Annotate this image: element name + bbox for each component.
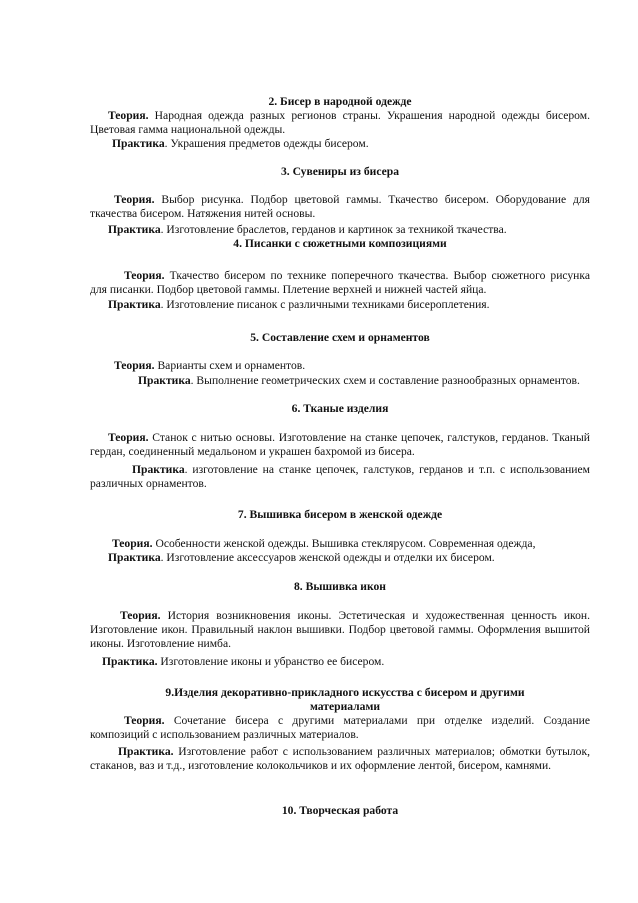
section-heading-5: 5. Составление схем и орнаментов xyxy=(250,331,430,344)
theory-text: Станок с нитью основы. Изготовление на станке цепочек, галстуков, герданов. Тканый гердан, соединенный медальоном и украшен бахромой из бисера. xyxy=(90,431,590,458)
practice-text: . Изготовление писанок с различными техниками бисероплетения. xyxy=(160,298,490,311)
practice-label: Практика xyxy=(108,298,161,311)
theory-text: История возникновения иконы. Эстетическая и художественная ценность икон. Изготовление икон. Правильный наклон вышивки. Подбор цветовой гаммы. Оформления вышитой иконы. Изготовление нимба. xyxy=(90,609,590,650)
practice-label: Практика xyxy=(112,137,165,150)
practice-label: Практика. xyxy=(102,655,158,668)
section-heading-8: 8. Вышивка икон xyxy=(294,580,386,593)
section-6-theory xyxy=(90,431,590,459)
theory-text: Сочетание бисера с другими материалами при отделке изделий. Создание композиций с использованием различных материалов. xyxy=(90,714,590,741)
section-6-practice xyxy=(90,463,590,491)
practice-text: . Изготовление аксессуаров женской одежды и отделки их бисером. xyxy=(160,551,495,564)
theory-label: Теория. xyxy=(124,714,165,727)
section-3-theory xyxy=(90,193,590,221)
practice-text: . Изготовление браслетов, герданов и картинок за техникой ткачества. xyxy=(160,223,507,236)
practice-label: Практика xyxy=(108,223,161,236)
practice-label: Практика xyxy=(108,551,161,564)
section-heading-7: 7. Вышивка бисером в женской одежде xyxy=(237,508,443,521)
section-8-practice xyxy=(90,655,590,669)
theory-label: Теория. xyxy=(112,537,153,550)
section-heading-10: 10. Творческая работа xyxy=(281,804,399,817)
theory-text: Выбор рисунка. Подбор цветовой гаммы. Ткачество бисером. Оборудование для ткачества бисером. Натяжения нитей основы. xyxy=(90,193,590,220)
section-2-practice xyxy=(90,137,590,151)
section-9-theory xyxy=(90,714,590,742)
theory-text: Ткачество бисером по технике поперечного ткачества. Выбор сюжетного рисунка для писанки. Подбор цветовой гаммы. Плетение верхней и нижней частей яйца. xyxy=(90,269,590,296)
practice-label: Практика xyxy=(138,374,191,387)
section-4-practice xyxy=(90,298,590,312)
theory-text: Особенности женской одежды. Вышивка стеклярусом. Современная одежда, xyxy=(152,537,536,550)
section-4-theory xyxy=(90,269,590,297)
practice-text: Изготовление работ с использованием различных материалов; обмотки бутылок, стаканов, ваз и т.д., изготовление колокольчиков и их оформление лентой, бисером, камнями. xyxy=(90,745,590,772)
theory-label: Теория. xyxy=(108,431,149,444)
section-heading-9: 9.Изделия декоративно-прикладного искусства с бисером и другими материалами xyxy=(165,686,525,713)
theory-label: Теория. xyxy=(114,359,155,372)
theory-label: Теория. xyxy=(108,109,149,122)
theory-label: Теория. xyxy=(120,609,161,622)
theory-label: Теория. xyxy=(124,269,165,282)
theory-label: Теория. xyxy=(114,193,155,206)
practice-text: . изготовление на станке цепочек, галстуков, герданов и т.п. с использованием различных орнаментов. xyxy=(90,463,590,490)
practice-label: Практика. xyxy=(118,745,174,758)
section-heading-6: 6. Тканые изделия xyxy=(291,402,389,415)
section-heading-2: 2. Бисер в народной одежде xyxy=(268,95,412,108)
practice-label: Практика xyxy=(132,463,185,476)
practice-text: . Украшения предметов одежды бисером. xyxy=(164,137,369,150)
practice-text: . Выполнение геометрических схем и составление разнообразных орнаментов. xyxy=(190,374,580,387)
section-8-theory xyxy=(90,609,590,651)
section-5-practice xyxy=(90,374,590,388)
practice-text: Изготовление иконы и убранство ее бисером. xyxy=(157,655,385,668)
section-7-practice xyxy=(90,551,590,565)
section-heading-4: 4. Писанки с сюжетными композициями xyxy=(233,237,447,250)
section-9-practice xyxy=(90,745,590,773)
theory-text: Народная одежда разных регионов страны. Украшения народной одежды бисером. Цветовая гамма национальной одежды. xyxy=(90,109,590,136)
section-5-theory xyxy=(90,359,590,373)
section-2-theory xyxy=(90,109,590,137)
section-3-practice xyxy=(90,223,590,237)
section-7-theory xyxy=(90,537,590,551)
section-heading-3: 3. Сувениры из бисера xyxy=(280,165,400,178)
theory-text: Варианты схем и орнаментов. xyxy=(154,359,306,372)
